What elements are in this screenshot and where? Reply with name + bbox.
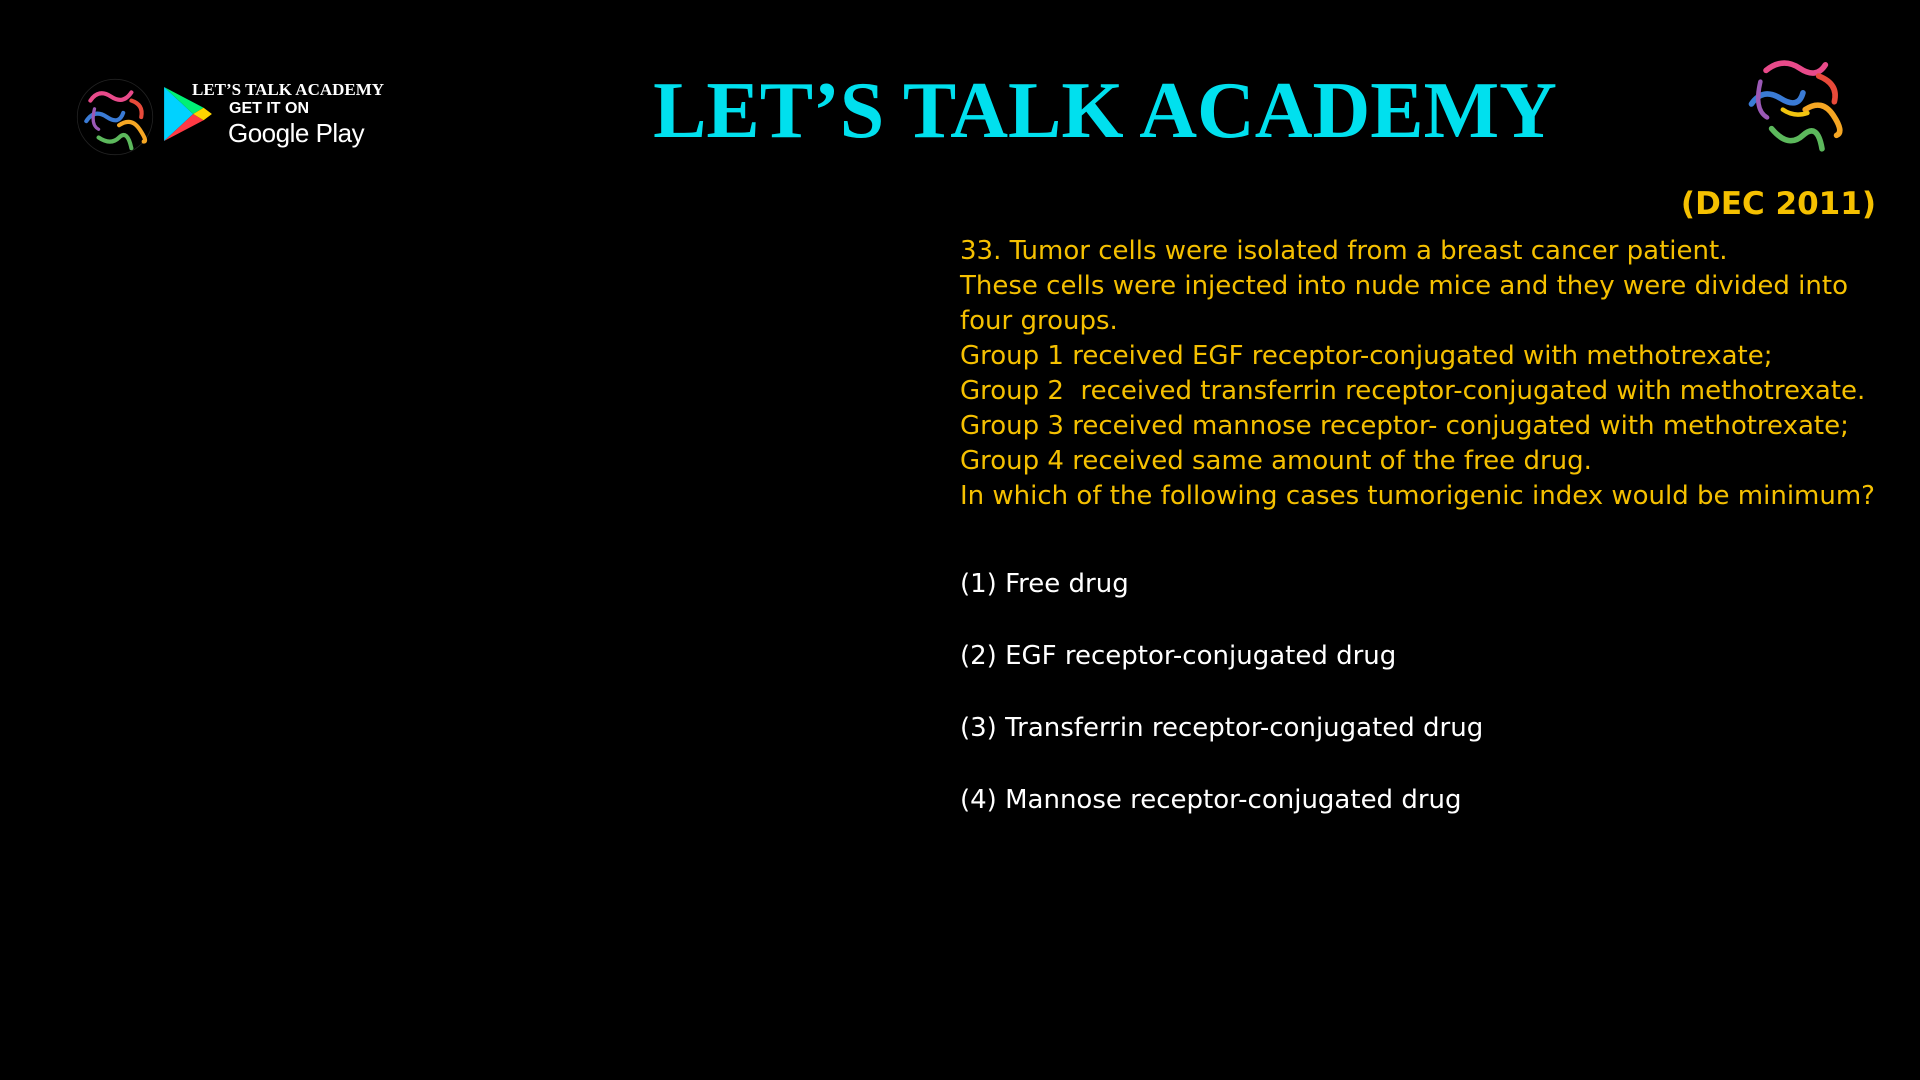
question-line: Group 3 received mannose receptor- conjugated with methotrexate;	[960, 411, 1849, 441]
question-line: 33. Tumor cells were isolated from a breast cancer patient.	[960, 236, 1728, 266]
exam-year-label: (DEC 2011)	[1680, 186, 1876, 222]
answer-options	[960, 564, 1895, 852]
badge-academy-name: LET’S TALK ACADEMY	[192, 80, 385, 99]
option-4: (4) Mannose receptor-conjugated drug	[960, 785, 1462, 815]
question-line: These cells were injected into nude mice and they were divided into four groups.	[960, 271, 1857, 336]
question-line: Group 1 received EGF receptor-conjugated with methotrexate;	[960, 341, 1773, 371]
option-2: (2) EGF receptor-conjugated drug	[960, 641, 1397, 671]
badge-store-name: Google Play	[228, 118, 365, 148]
page-title: LET’S TALK ACADEMY	[653, 67, 1557, 155]
question-line: Group 4 received same amount of the free drug.	[960, 446, 1592, 476]
badge-get-it-on: GET IT ON	[229, 100, 309, 117]
protein-structure-logo-icon	[1738, 48, 1850, 160]
option-3: (3) Transferrin receptor-conjugated drug	[960, 713, 1484, 743]
question-text	[960, 234, 1895, 514]
option-1: (1) Free drug	[960, 569, 1129, 599]
question-line: Group 2 received transferrin receptor-conjugated with methotrexate.	[960, 376, 1866, 406]
question-line: In which of the following cases tumorigenic index would be minimum?	[960, 481, 1875, 511]
